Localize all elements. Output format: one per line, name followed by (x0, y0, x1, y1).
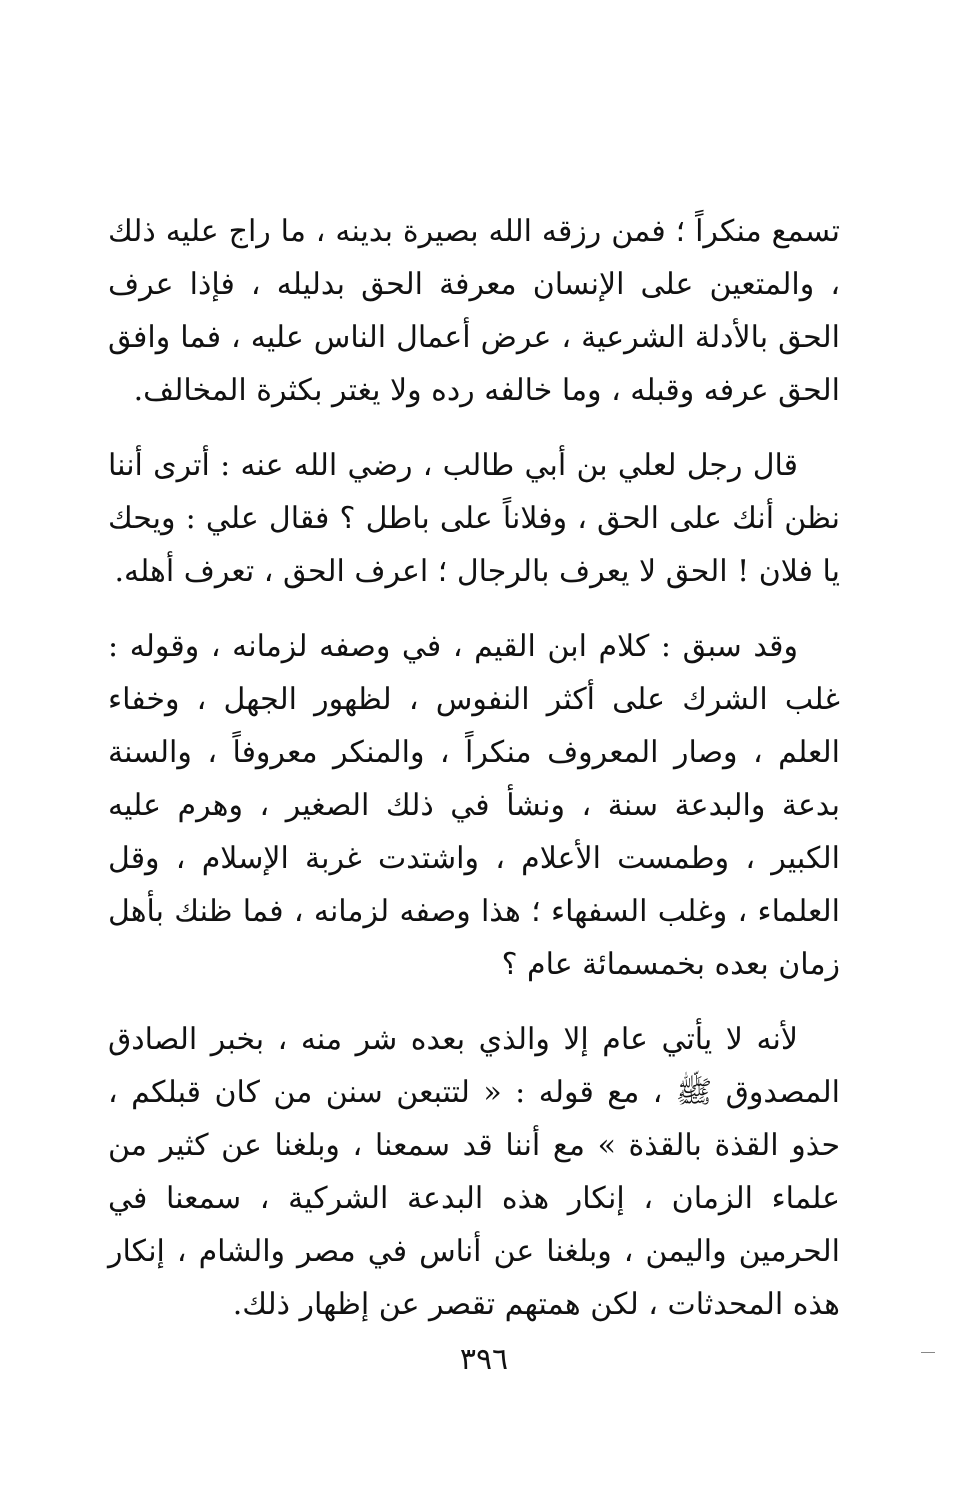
paragraph-2: قال رجل لعلي بن أبي طالب ، رضي الله عنه : أترى أننا نظن أنك على الحق ، وفلاناً على باطل ؟ فقال علي : ويحك يا فلان ! الحق لا يعرف بالرجال ؛ اعرف الحق ، تعرف أهله. (108, 448, 840, 589)
paragraph-3: وقد سبق : كلام ابن القيم ، في وصفه لزمانه ، وقوله : غلب الشرك على أكثر النفوس ، لظهور الجهل ، وخفاء العلم ، وصار المعروف منكراً ، والمنكر معروفاً ، والسنة بدعة والبدعة سنة ، ونشأ في ذلك الصغير ، وهرم عليه الكبير ، وطمست الأعلام ، واشتدت غربة الإسلام ، وقل العلماء ، وغلب السفهاء ؛ هذا وصفه لزمانه ، فما ظنك بأهل زمان بعده بخمسمائة عام ؟ (108, 629, 840, 982)
page-number: ٣٩٦ (459, 1342, 509, 1377)
paragraph-1: تسمع منكراً ؛ فمن رزقه الله بصيرة بدينه ، ما راج عليه ذلك ، والمتعين على الإنسان معرفة الحق بدليله ، فإذا عرف الحق بالأدلة الشرعية ، عرض أعمال الناس عليه ، فما وافق الحق عرفه وقبله ، وما خالفه رده ولا يغتر بكثرة المخالف. (108, 214, 840, 408)
body-text (108, 205, 840, 1353)
paragraph-4: لأنه لا يأتي عام إلا والذي بعده شر منه ، بخبر الصادق المصدوق ﷺ ، مع قوله : « لتتبعن سنن من كان قبلكم ، حذو القذة بالقذة » مع أننا قد سمعنا ، وبلغنا عن كثير من علماء الزمان ، إنكار هذه البدعة الشركية ، سمعنا في الحرمين واليمن ، وبلغنا عن أناس في مصر والشام ، إنكار هذه المحدثات ، لكن همتهم تقصر عن إظهار ذلك. (108, 1022, 840, 1322)
margin-mark (921, 1352, 935, 1353)
